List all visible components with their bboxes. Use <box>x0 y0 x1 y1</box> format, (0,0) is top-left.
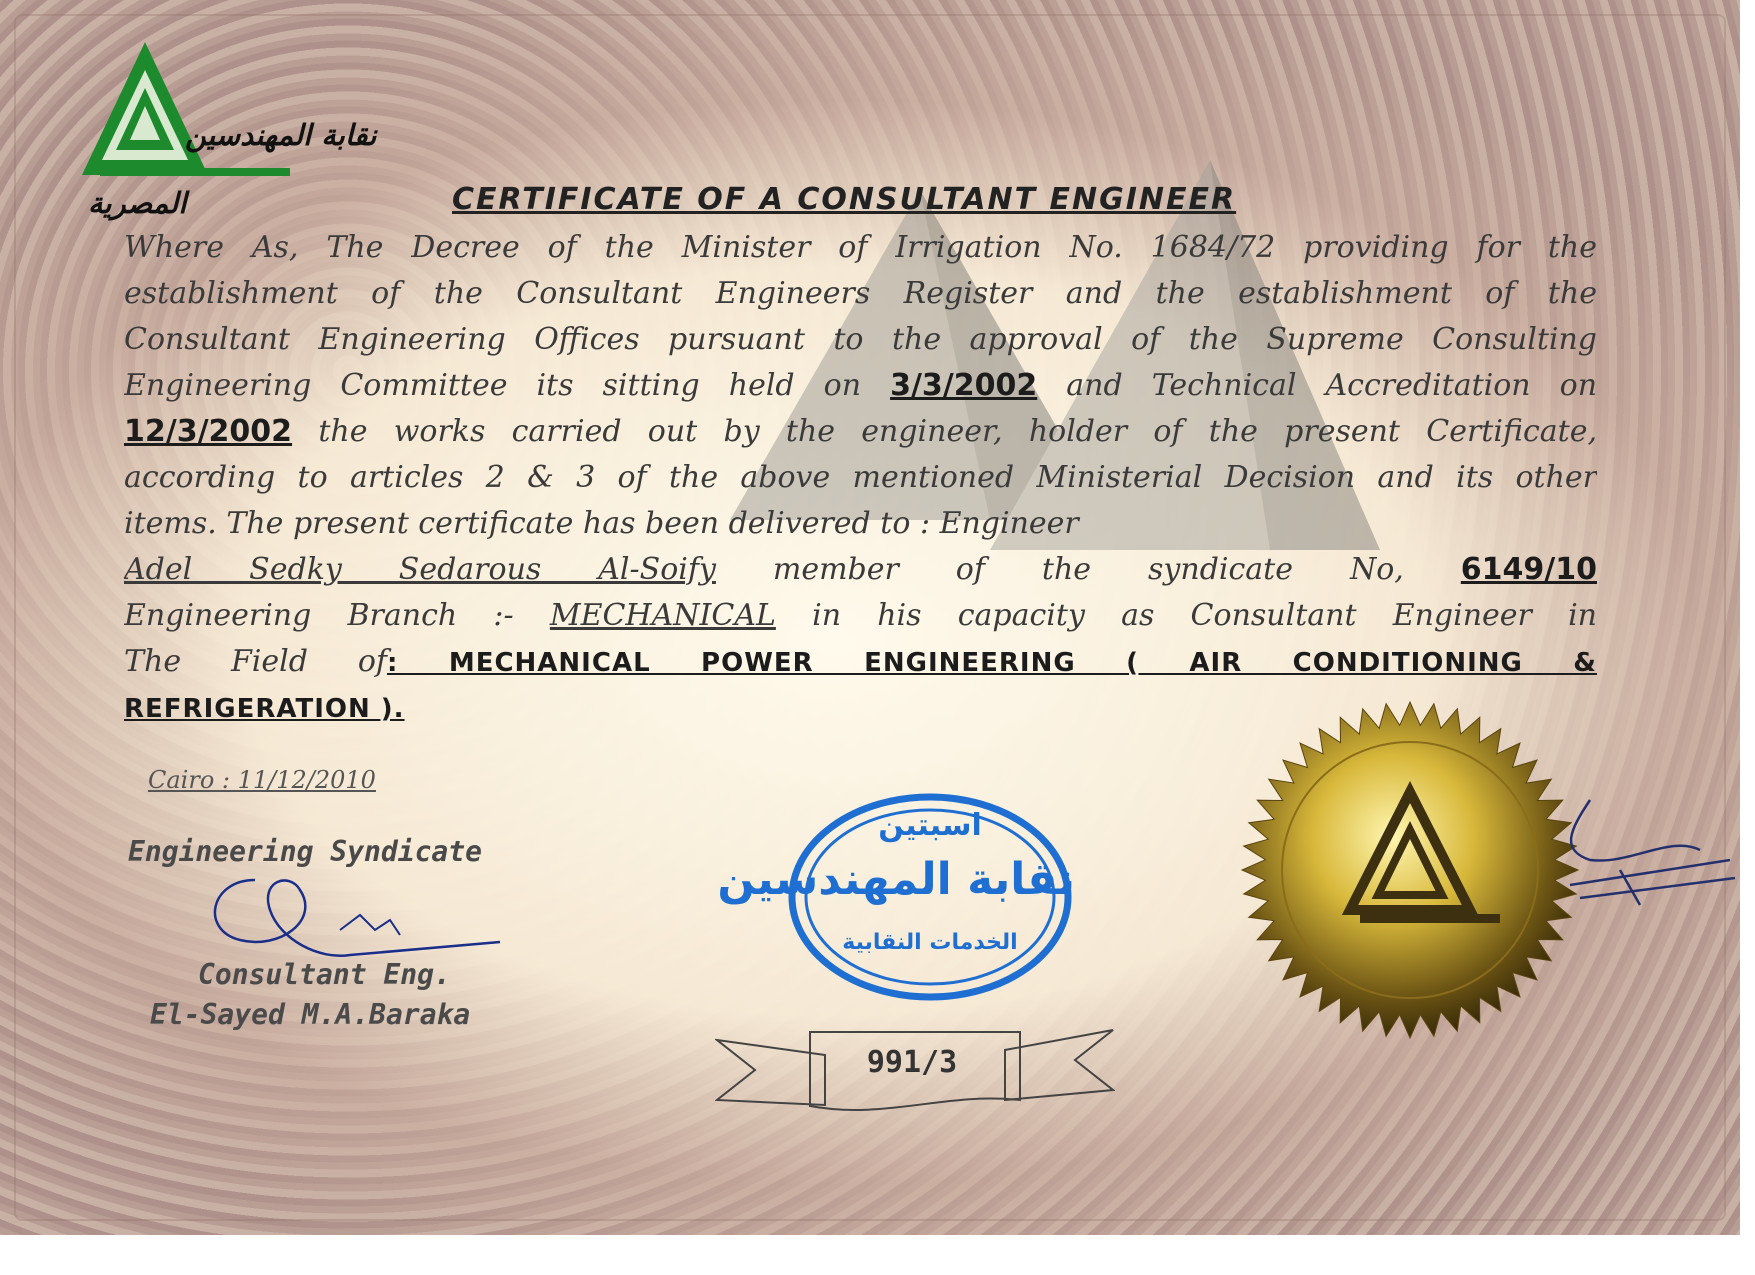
branch-line <box>124 593 1597 639</box>
field-label: The Field of <box>124 644 388 679</box>
signature-right <box>1560 790 1740 920</box>
member-label: member of the syndicate No, <box>772 552 1404 587</box>
syndicate-number: 6149/10 <box>1460 552 1597 587</box>
syndicate-stamp <box>717 790 1075 1005</box>
page-margin <box>0 1235 1755 1275</box>
gold-seal-icon <box>1240 700 1580 1040</box>
engineer-line <box>124 547 1597 593</box>
logo-arabic-name: نقابة المهندسين <box>185 118 377 152</box>
branch-value: MECHANICAL <box>549 598 776 633</box>
syndicate-label: Engineering Syndicate <box>128 835 483 868</box>
serial-number: 991/3 <box>866 1045 958 1080</box>
body-line-3: Consultant Engineering Offices pursuant to the approval of the Supreme Consulting <box>124 322 1597 357</box>
stamp-text-3: الخدمات النقابية <box>842 930 1018 955</box>
sitting-text: Engineering Committee its sitting held on <box>124 368 862 403</box>
accreditation-date: 12/3/2002 <box>124 414 293 449</box>
place-date: Cairo : 11/12/2010 <box>148 766 376 794</box>
signer-title: Consultant Eng. <box>198 958 451 991</box>
engineer-name: Adel Sedky Sedarous Al-Soify <box>124 552 716 587</box>
body-line-1: Where As, The Decree of the Minister of Irrigation No. 1684/72 providing for the <box>124 230 1597 265</box>
stamp-text-1: اسبتين <box>878 808 982 843</box>
branch-label: Engineering Branch :- <box>124 598 514 633</box>
body-line-6: according to articles 2 & 3 of the above mentioned Ministerial Decision and its other <box>124 460 1597 495</box>
stamp-text-2: نقابة المهندسين <box>717 854 1075 905</box>
sitting-date: 3/3/2002 <box>890 368 1038 403</box>
works-text: the works carried out by the engineer, holder of the present Certificate, <box>318 414 1597 449</box>
certificate-title: CERTIFICATE OF A CONSULTANT ENGINEER <box>452 182 1237 217</box>
field-line <box>124 639 1597 685</box>
capacity-text: in his capacity as Consultant Engineer in <box>812 598 1597 633</box>
body-line-2: establishment of the Consultant Engineers Register and the establishment of the <box>124 276 1597 311</box>
field-value-continued: REFRIGERATION ). <box>124 694 405 724</box>
accreditation-text: and Technical Accreditation on <box>1066 368 1597 403</box>
body-line-4 <box>124 363 1597 409</box>
body-line-7: items. The present certificate has been delivered to : Engineer <box>124 506 1079 541</box>
body-line-5 <box>124 409 1597 455</box>
logo-arabic-country: المصرية <box>88 186 187 220</box>
certificate-body <box>124 225 1597 731</box>
signer-name: El-Sayed M.A.Baraka <box>150 998 471 1031</box>
field-value: : MECHANICAL POWER ENGINEERING ( AIR CONDITIONING & <box>387 648 1597 678</box>
